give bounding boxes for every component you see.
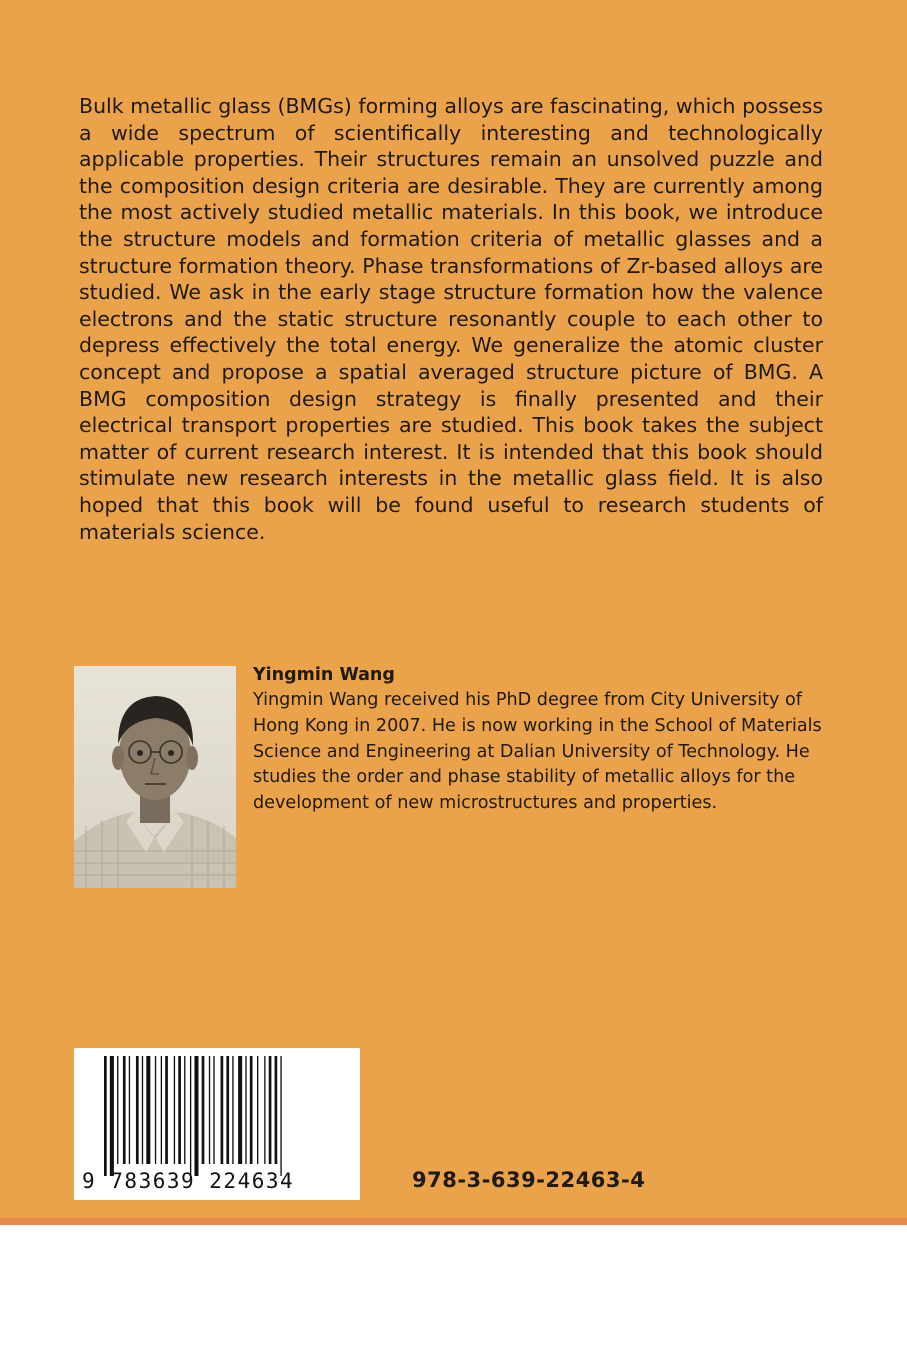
cover-bottom-edge [0, 1218, 907, 1225]
barcode-digits: 9 783639 224634 [82, 1169, 295, 1193]
barcode-bar [269, 1056, 272, 1164]
barcode-bar [178, 1056, 181, 1164]
barcode [74, 1048, 360, 1200]
barcode-bar [142, 1056, 143, 1164]
barcode-bar [226, 1056, 229, 1164]
barcode-bar [213, 1056, 214, 1164]
author-bio: Yingmin Wang received his PhD degree from City University of Hong Kong in 2007. He is now working in the School of Materials Science and Engineering at Dalian University of Technology. He studies the order and phase stability of metallic alloys for the development of new microstructures and properties. [253, 690, 822, 814]
book-description: Bulk metallic glass (BMGs) forming alloys are fascinating, which possess a wide spectrum of scientifically interesting and technologically applicable properties. Their structures remain an unsolved puzzle and the composition design criteria are desirable. They are currently among the most actively studied metallic materials. In this book, we introduce the structure models and formation criteria of metallic glasses and a structure formation theory. Phase transformations of Zr-based alloys are studied. We ask in the early stage structure formation how the valence electrons and the static structure resonantly couple to each other to depress effectively the total energy. We generalize the atomic cluster concept and propose a spatial averaged structure picture of BMG. A BMG composition design strategy is finally presented and their electrical transport properties are studied. This book takes the subject matter of current research interest. It is intended that this book should stimulate new research interests in the metallic glass field. It is also hoped that this book will be found useful to research students of materials science. [79, 94, 823, 544]
barcode-bar [129, 1056, 130, 1164]
barcode-bar [264, 1056, 265, 1164]
barcode-bar [232, 1056, 233, 1164]
barcode-bar [174, 1056, 175, 1164]
barcode-bar [104, 1056, 107, 1176]
barcode-bar [280, 1056, 281, 1176]
barcode-bar [155, 1056, 156, 1164]
author-photo [74, 666, 236, 888]
barcode-bar [202, 1056, 205, 1164]
barcode-bar [184, 1056, 185, 1164]
barcode-bar [123, 1056, 126, 1164]
barcode-bar [190, 1056, 191, 1176]
barcode-bars [104, 1056, 334, 1176]
barcode-bar [117, 1056, 118, 1164]
barcode-bar [194, 1056, 198, 1176]
barcode-bar [110, 1056, 114, 1176]
author-name: Yingmin Wang [253, 665, 395, 685]
barcode-bar [161, 1056, 162, 1164]
barcode-bar [146, 1056, 150, 1164]
barcode-bar [221, 1056, 224, 1164]
barcode-bar [257, 1056, 258, 1164]
barcode-bar [275, 1056, 278, 1164]
barcode-bar [165, 1056, 168, 1164]
barcode-bar [136, 1056, 139, 1164]
barcode-bar [245, 1056, 246, 1164]
barcode-bar [250, 1056, 253, 1164]
barcode-bar [238, 1056, 242, 1164]
barcode-bar [209, 1056, 210, 1164]
isbn-number: 978-3-639-22463-4 [412, 1168, 646, 1192]
